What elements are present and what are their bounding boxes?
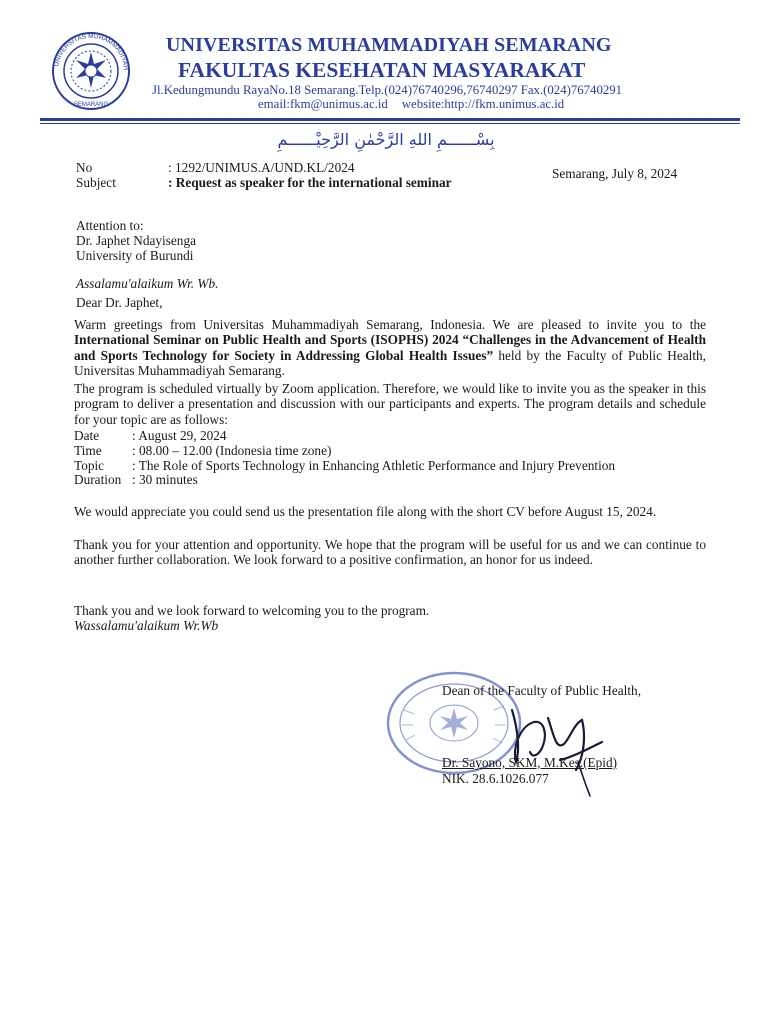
paragraph-cv-request: We would appreciate you could send us the presentation file along with the short CV before August 15, 2024. (74, 504, 657, 519)
detail-time (74, 443, 331, 458)
website-text: website:http://fkm.unimus.ac.id (401, 97, 565, 111)
basmala-calligraphy (268, 126, 504, 154)
seminar-title: International Seminar on Public Health and Sports (ISOPHS) 2024 “Challenges in the Advancement of Health and Sports Technology for Society in Addressing Global Health Issues” (74, 332, 706, 363)
contact-line (258, 97, 564, 112)
detail-label: Date (74, 428, 100, 443)
subject-value: : Request as speaker for the international seminar (168, 175, 452, 190)
opening-salam: Assalamu'alaikum Wr. Wb. (76, 276, 219, 291)
university-name: UNIVERSITAS MUHAMMADIYAH SEMARANG (166, 34, 612, 56)
detail-label: Topic (74, 458, 105, 473)
recipient-institution: University of Burundi (76, 248, 194, 263)
header-rule-thin (40, 123, 740, 124)
detail-value: : 08.00 – 12.00 (Indonesia time zone) (132, 443, 332, 458)
signatory-title: Dean of the Faculty of Public Health, (442, 683, 642, 698)
detail-value: : 30 minutes (132, 472, 198, 487)
recipient-name: Dr. Japhet Ndayisenga (76, 233, 197, 248)
email-text: email:fkm@unimus.ac.id (258, 97, 388, 111)
detail-value: : August 29, 2024 (132, 428, 227, 443)
signatory-nik: NIK. 28.6.1026.077 (442, 771, 549, 786)
detail-date (74, 428, 227, 443)
logo-lettering: UNIVERSITAS MUHAMMADIYAH (53, 32, 130, 71)
basmala-text: بِسْــــــمِ اللهِ الرَّحْمٰنِ الرَّحِيْــــــمِ (277, 130, 495, 149)
address-line: Jl.Kedungmundu RayaNo.18 Semarang.Telp.(024)76740296,76740297 Fax.(024)76740291 (152, 83, 623, 97)
detail-topic (74, 458, 615, 473)
paragraph-program: The program is scheduled virtually by Zoom application. Therefore, we would like to invite you as the speaker in this program to deliver a presentation and discussion with our participants and experts. The program details and schedule for your topic are as follows: (74, 381, 706, 427)
paragraph-thanks: Thank you for your attention and opportunity. We hope that the program will be useful for us and we can continue to another further collaboration. We look forward to a positive confirmation, an honor for us indeed. (74, 537, 706, 568)
svg-text:SEMARANG: SEMARANG (73, 102, 109, 108)
number-value: : 1292/UNIMUS.A/UND.KL/2024 (168, 160, 355, 175)
detail-duration (74, 472, 198, 487)
invitation-text-2: held by the Faculty of Public Health, Universitas Muhammadiyah Semarang. (74, 347, 706, 379)
faculty-name: FAKULTAS KESEHATAN MASYARAKAT (178, 58, 586, 82)
detail-value: : The Role of Sports Technology in Enhancing Athletic Performance and Injury Prevention (132, 458, 616, 473)
letter-date: Semarang, July 8, 2024 (552, 166, 678, 181)
detail-label: Duration (74, 472, 122, 487)
closing-salam: Wassalamu'alaikum Wr.Wb (74, 618, 219, 633)
number-label: No (76, 160, 93, 175)
salutation: Dear Dr. Japhet, (76, 295, 163, 310)
subject-label: Subject (76, 175, 116, 190)
paragraph-invitation (74, 317, 706, 379)
closing-line: Thank you and we look forward to welcoming you to the program. (74, 603, 430, 618)
attention-label: Attention to: (76, 218, 144, 233)
detail-label: Time (74, 443, 102, 458)
university-logo (40, 30, 142, 112)
header-rule-thick (40, 118, 740, 121)
signatory-name: Dr. Sayono, SKM, M.Kes.(Epid) (442, 755, 618, 770)
invitation-text-1: Warm greetings from Universitas Muhammadiyah Semarang, Indonesia. We are pleased to invite you to the (74, 317, 706, 332)
